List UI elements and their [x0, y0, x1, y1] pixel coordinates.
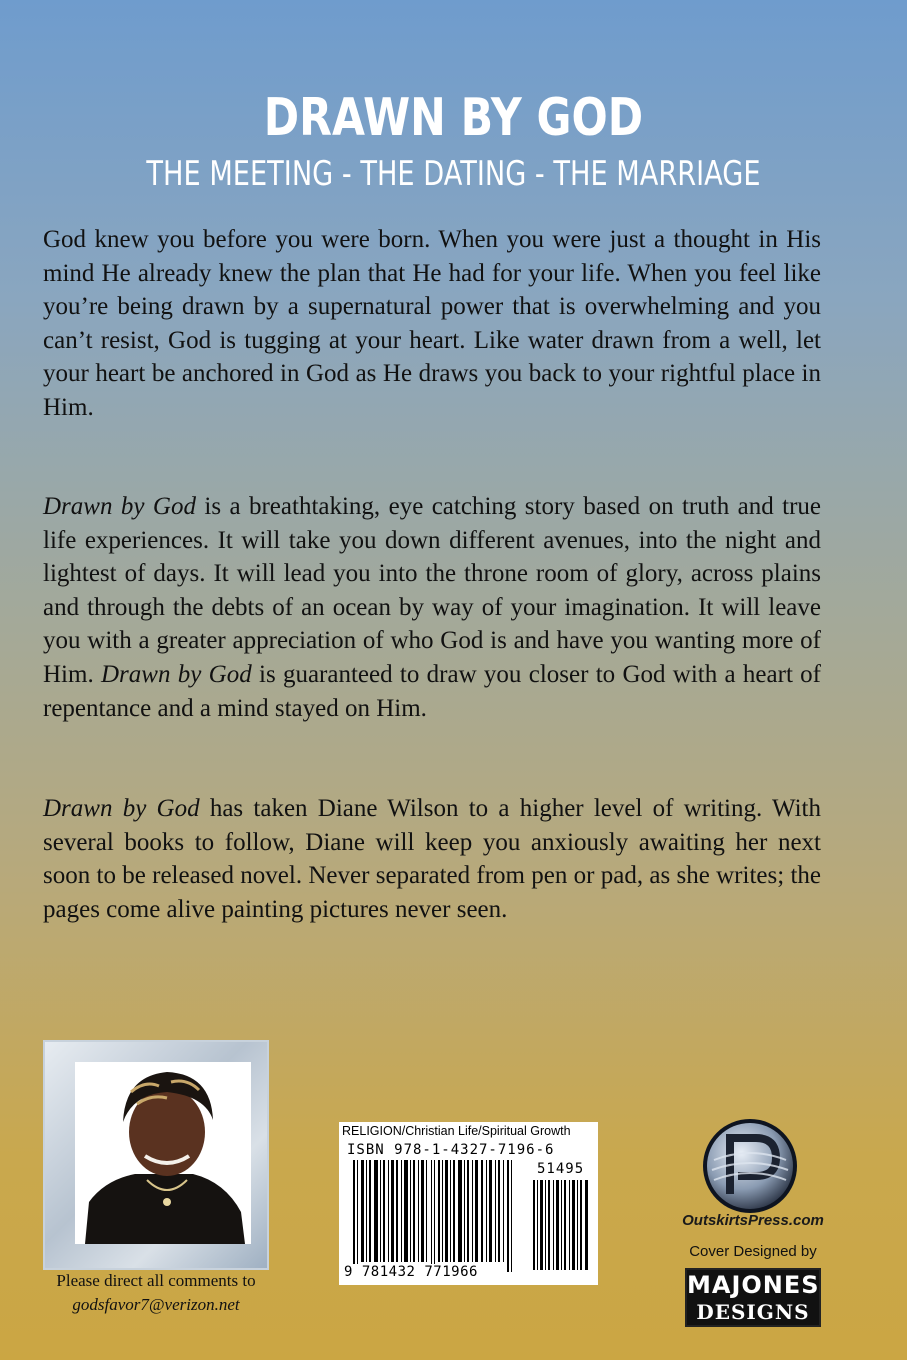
- designer-tagline: DESIGNS: [696, 1300, 810, 1324]
- title-mention: Drawn by God: [101, 660, 252, 688]
- comments-label: Please direct all comments to: [56, 1271, 256, 1290]
- paragraph-text: has taken Diane Wilson to a higher level of writing. With several books to follow, Diane will keep you anxiously awaiting her next soon to be released novel. Never separated from pen or pad, as she writes; the pages come alive painting pictures never seen.: [43, 795, 821, 923]
- blurb-paragraph-1: God knew you before you were born. When you were just a thought in His mind He already knew the plan that He had for your life. When you feel like you’re being drawn by a supernatural power that is overwhelming and you can’t resist, God is tugging at your heart. Like water drawn from a well, let your heart be anchored in God as He draws you back to your rightful place in Him.: [43, 226, 821, 421]
- book-subtitle: THE MEETING - THE DATING - THE MARRIAGE: [146, 154, 761, 194]
- paragraph-text: is a breathtaking, eye catching story based on truth and true life experiences. It will take you down different avenues, into the night and lightest of days. It will lead you into the throne room of glory, across plains and through the debts of an ocean by way of your imagination. It will leave you with a greater appreciation of who God is and have you wanting more of Him.: [43, 493, 822, 688]
- designer-logo: [685, 1268, 821, 1327]
- book-title: DRAWN BY GOD: [263, 88, 644, 148]
- author-email: godsfavor7@verizon.net: [72, 1295, 240, 1314]
- book-category: RELIGION/Christian Life/Spiritual Growth: [342, 1124, 571, 1138]
- author-photo-frame: [43, 1040, 269, 1270]
- publisher-name: OutskirtsPress.com: [682, 1212, 824, 1229]
- price-barcode: [531, 1180, 591, 1270]
- blurb-paragraph-3: [43, 792, 821, 926]
- isbn-barcode: [345, 1160, 521, 1272]
- cover-credit: Cover Designed by: [689, 1243, 817, 1260]
- blurb-paragraph-2: [43, 490, 821, 725]
- paragraph-text: is guaranteed to draw you closer to God with a heart of repentance and a mind stayed on Him.: [43, 660, 822, 722]
- title-mention: Drawn by God: [43, 795, 200, 822]
- price-code: 51495: [537, 1161, 585, 1177]
- ean-number: 9 781432 771966: [344, 1264, 478, 1280]
- isbn-text: ISBN 978-1-4327-7196-6: [347, 1142, 555, 1158]
- publisher-logo-icon: [700, 1116, 800, 1216]
- title-mention: Drawn by God: [43, 493, 196, 520]
- barcode-box: [339, 1122, 598, 1285]
- author-photo: [75, 1062, 251, 1244]
- designer-name: MAJONES: [687, 1271, 820, 1299]
